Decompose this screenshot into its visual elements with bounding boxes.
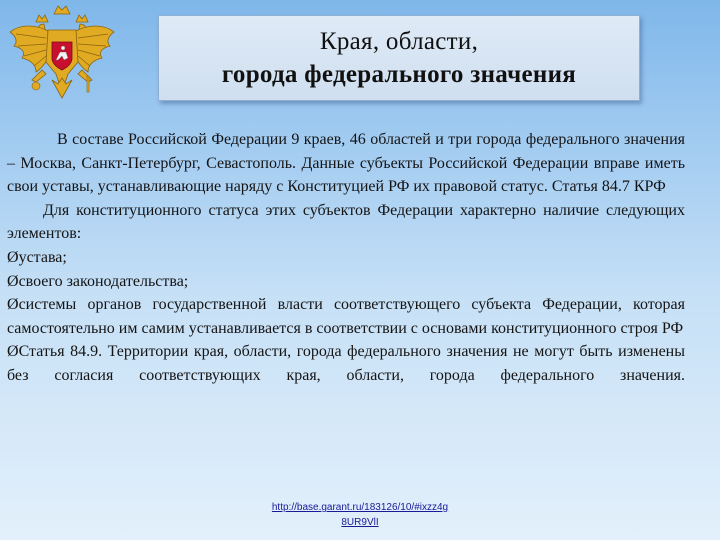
paragraph-1: В составе Российской Федерации 9 краев, 46 областей и три города федерального значения – Москва, Санкт-Петербург, Севастополь. Данные субъекты Российской Федерации вправе иметь свои уставы, устанавливающие наряду с Конституцией РФ их правовой статус. Статья 84.7 КРФ [7, 131, 685, 196]
body-text [7, 128, 685, 388]
bullet-item: Ø устава; [7, 246, 685, 270]
title-box [158, 15, 640, 101]
coat-of-arms-icon [6, 2, 118, 100]
title-line-1: Края, области, [319, 28, 479, 55]
source-link[interactable] [250, 500, 470, 530]
source-link-line-2[interactable]: 8UR9VlI [341, 517, 379, 528]
title-line-2: города федерального значения [221, 61, 577, 88]
bullet-item: Ø своего законодательства; [7, 270, 685, 294]
bullet-item: Ø системы органов государственной власти соответствующего субъекта Федерации, которая самостоятельно им самим устанавливается в соответствии с основами конституционного строя РФ [7, 293, 685, 340]
bullet-item: Ø Статья 84.9. Территории края, области, города федерального значения не могут быть изменены без согласия соответствующих края, области, города федерального значения. [7, 340, 685, 387]
source-link-line-1[interactable]: http://base.garant.ru/183126/10/#ixzz4g [271, 502, 449, 513]
paragraph-2: Для конституционного статуса этих субъектов Федерации характерно наличие следующих элементов: [7, 201, 685, 243]
